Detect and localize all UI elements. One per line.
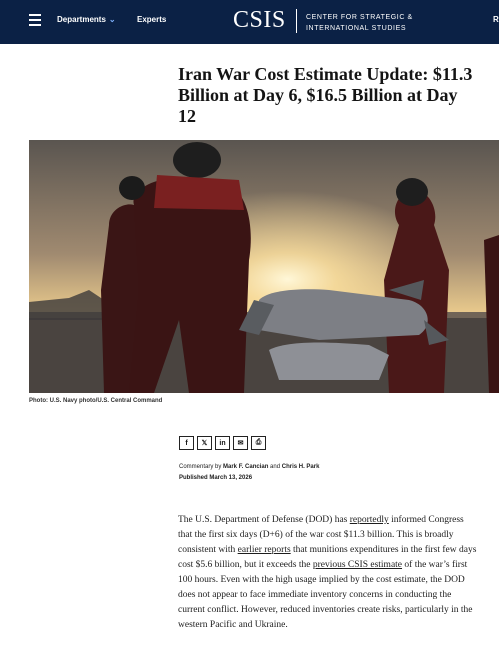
byline-and: and <box>268 464 282 470</box>
link-previous-csis-estimate[interactable]: previous CSIS estimate <box>312 560 403 570</box>
publish-date: Published March 13, 2026 <box>179 475 253 481</box>
body-text-1: The U.S. Department of Defense (DOD) has <box>178 515 350 525</box>
byline <box>179 462 319 473</box>
print-icon[interactable]: ⎙ <box>251 436 266 450</box>
hero-photo <box>29 140 499 393</box>
article-body <box>178 513 480 633</box>
link-reportedly[interactable]: reportedly <box>349 515 389 525</box>
byline-prefix: Commentary by <box>179 464 224 470</box>
nav-departments-label: Departments <box>57 15 106 24</box>
logo-subtitle <box>306 12 413 34</box>
x-icon[interactable]: 𝕏 <box>197 436 212 450</box>
nav-experts[interactable]: Experts <box>137 15 167 24</box>
logo-subtitle-line2: INTERNATIONAL STUDIES <box>306 25 407 32</box>
site-header <box>0 0 499 44</box>
share-bar <box>179 436 269 450</box>
hamburger-icon[interactable] <box>29 14 41 26</box>
linkedin-icon[interactable]: in <box>215 436 230 450</box>
csis-logo[interactable]: CSIS <box>233 7 286 33</box>
article-title: Iran War Cost Estimate Update: $11.3 Billion at Day 6, $16.5 Billion at Day 12 <box>178 64 473 126</box>
photo-caption: Photo: U.S. Navy photo/U.S. Central Command <box>29 398 163 404</box>
facebook-icon[interactable]: f <box>179 436 194 450</box>
nav-departments[interactable] <box>57 15 116 24</box>
logo-divider <box>296 9 297 33</box>
link-earlier-reports[interactable]: earlier reports <box>237 545 291 555</box>
nav-clipped-item[interactable]: R <box>493 15 499 24</box>
author-link-cancian[interactable]: Mark F. Cancian <box>223 464 269 470</box>
chevron-down-icon: ⌄ <box>108 15 116 24</box>
logo-subtitle-line1: CENTER FOR STRATEGIC & <box>306 14 413 21</box>
body-text-2: informed Congress that the first six days (D+6) of the war cost $11.3 billion. This is broadly consistent with <box>178 515 464 555</box>
author-link-park[interactable]: Chris H. Park <box>281 464 320 470</box>
body-text-4: of the war’s first 100 hours. Even with the high usage implied by the cost estimate, the DOD does not appear to face immediate inventory concerns in conducting the current conflict. However, reduced inventories create risks, particularly in the western Pacific and Ukraine. <box>178 560 473 630</box>
email-icon[interactable]: ✉ <box>233 436 248 450</box>
body-text-3: that munitions expenditures in the first few days cost $5.6 billion, but it exceeds the <box>178 545 477 570</box>
article-meta <box>179 462 319 484</box>
